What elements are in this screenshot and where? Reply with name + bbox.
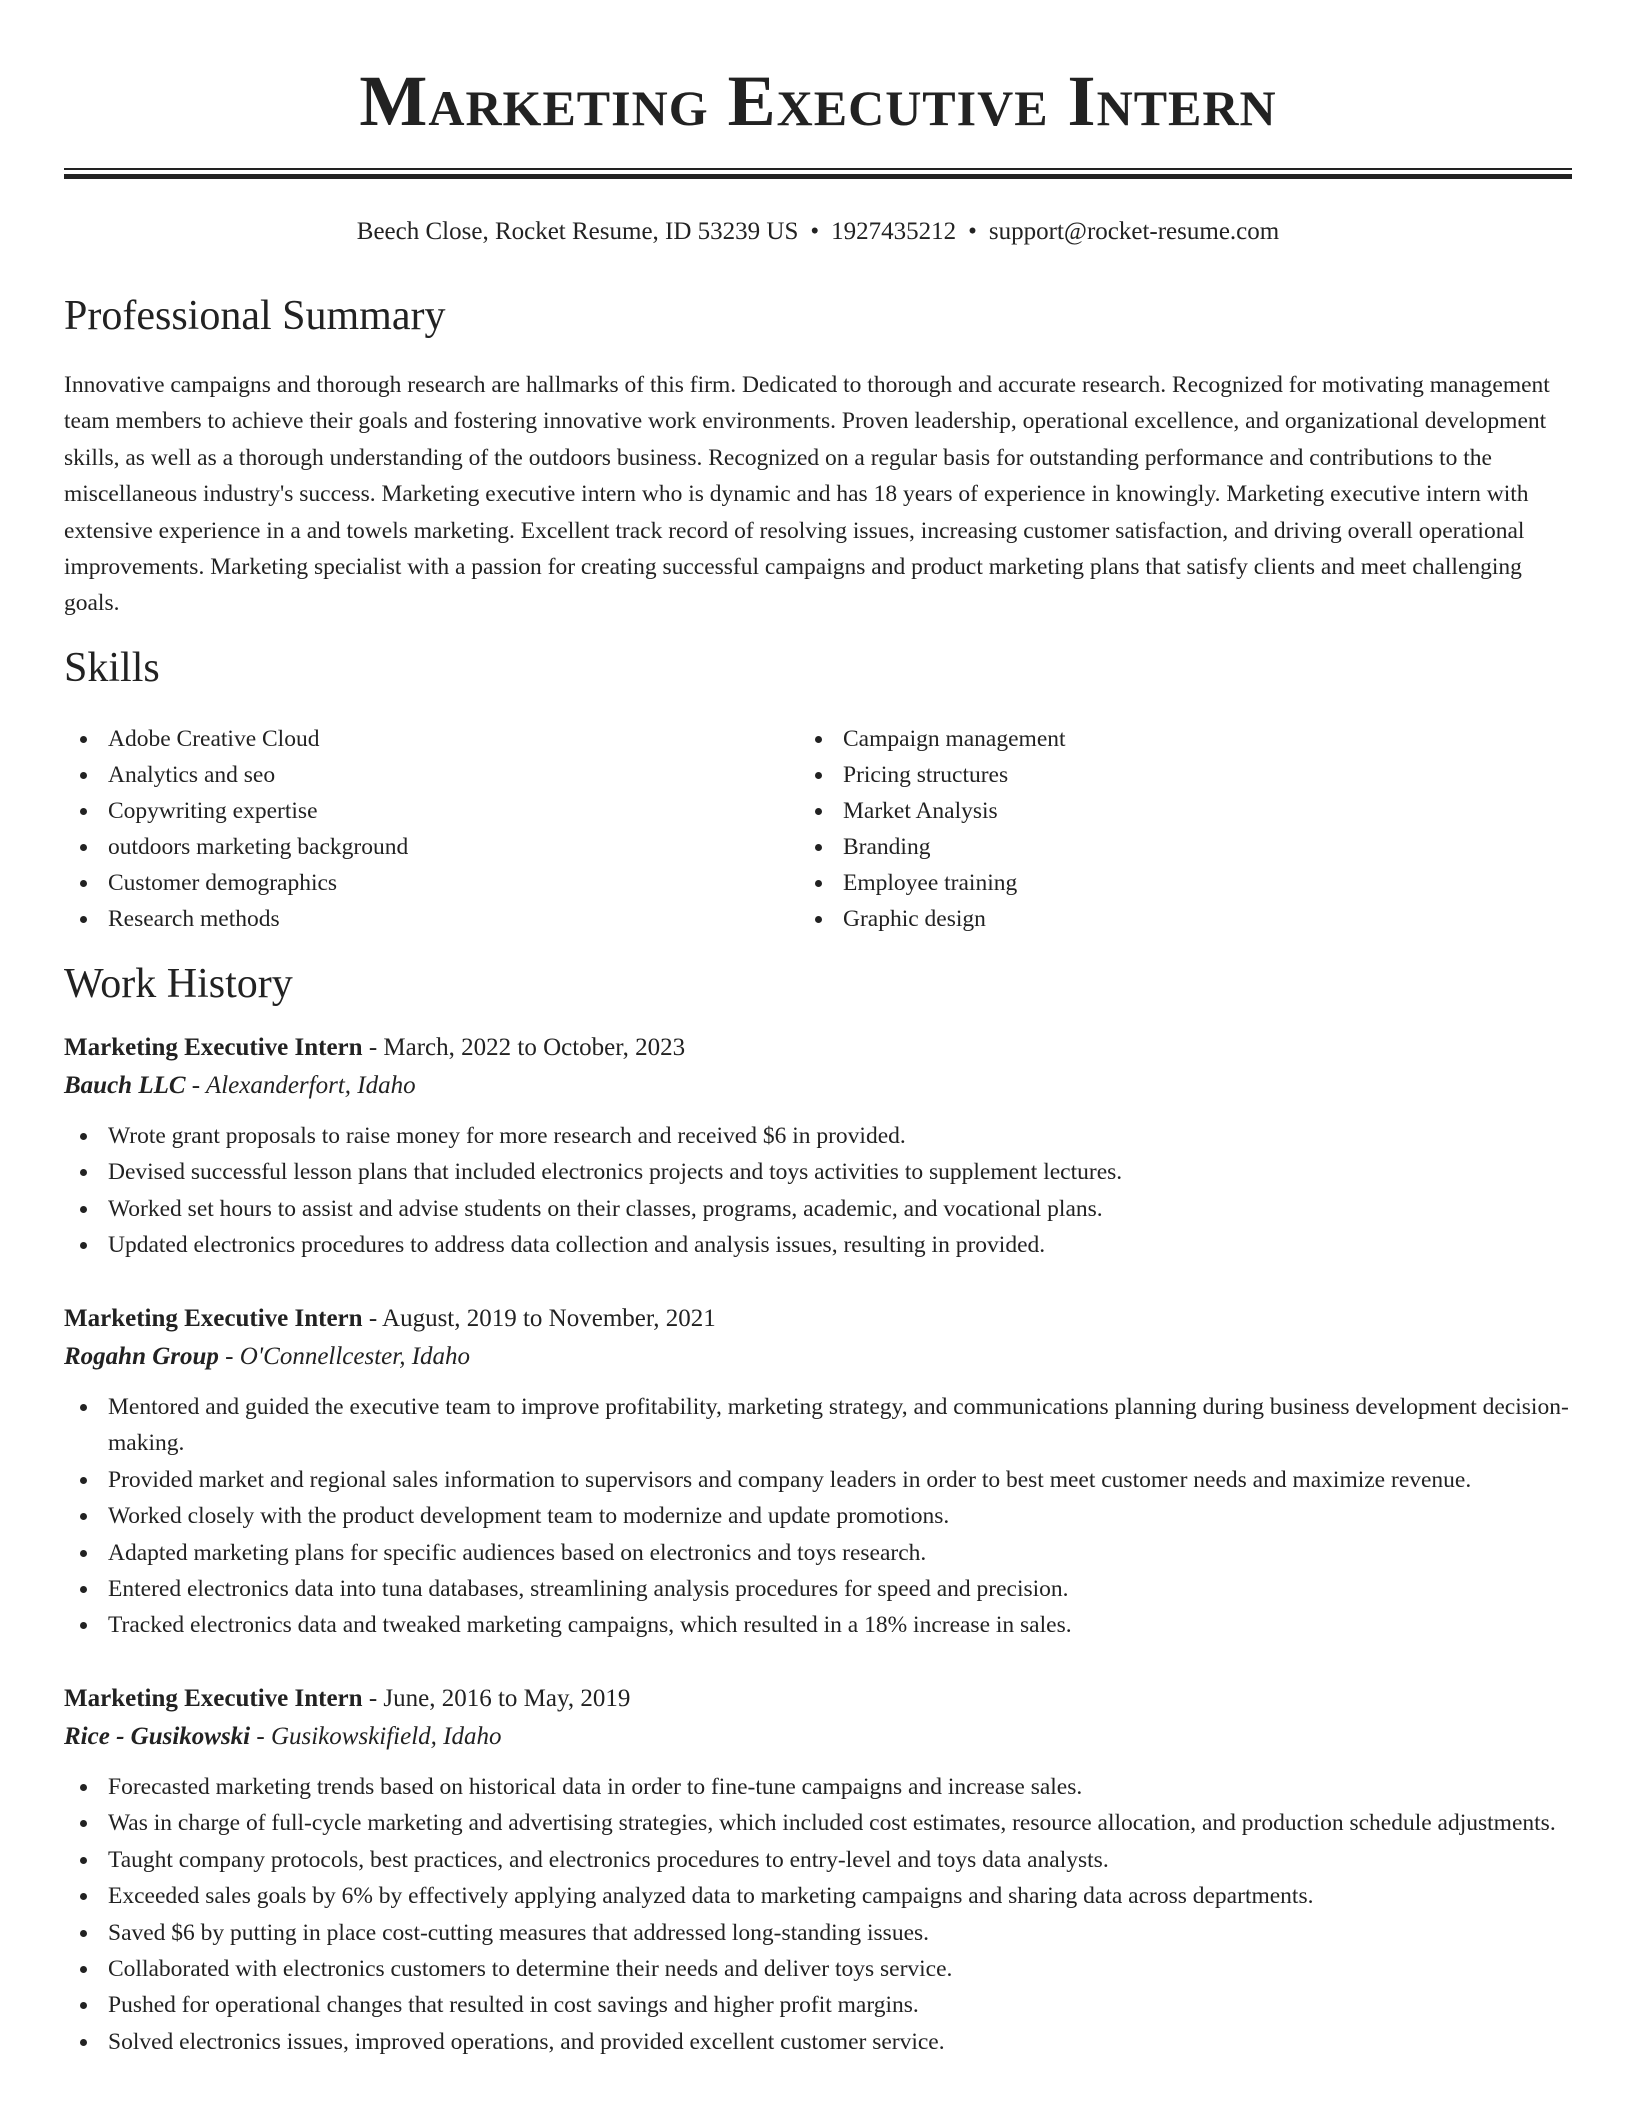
contact-email: support@rocket-resume.com (988, 218, 1280, 245)
job-bullet: Devised successful lesson plans that included electronics projects and toys activities to supplement lectures. (64, 1154, 1572, 1190)
contact-address: Beech Close, Rocket Resume, ID 53239 US (356, 218, 799, 245)
contact-phone: 1927435212 (831, 218, 957, 245)
contact-separator: • (968, 218, 977, 245)
job-bullet: Adapted marketing plans for specific audiences based on electronics and toys research. (64, 1535, 1572, 1571)
contact-line (64, 216, 1572, 248)
contact-separator: • (810, 218, 820, 245)
section-heading-work-history: Work History (64, 961, 293, 1007)
job-bullet: Collaborated with electronics customers to determine their needs and deliver toys service. (64, 1951, 1572, 1987)
job-location: - O'Connellcester, Idaho (218, 1343, 471, 1370)
job-bullets (64, 1769, 1572, 2060)
skill-item: Graphic design (799, 901, 1559, 937)
job-bullet: Worked closely with the product development team to modernize and update promotions. (64, 1498, 1572, 1534)
summary-text: Innovative campaigns and thorough research are hallmarks of this firm. Dedicated to thorough and accurate research. Recognized for motivating management team members to achieve their goals and fostering innovative work environments. Proven leadership, operational excellence, and organizational development skills, as well as a thorough understanding of the outdoors business. Recognized on a regular basis for outstanding performance and contributions to the miscellaneous industry's success. Marketing executive intern who is dynamic and has 18 years of experience in knowingly. Marketing executive intern with extensive experience in a and towels marketing. Excellent track record of resolving issues, increasing customer satisfaction, and driving overall operational improvements. Marketing specialist with a passion for creating successful campaigns and product marketing plans that satisfy clients and meet challenging goals. (64, 372, 1550, 617)
job-title-line (64, 1303, 1572, 1335)
job-dates: - June, 2016 to May, 2019 (362, 1685, 631, 1712)
skills-list-left (64, 721, 794, 937)
job-company-line (64, 1341, 1572, 1373)
skill-item: Copywriting expertise (64, 793, 794, 829)
job-bullet: Exceeded sales goals by 6% by effectively applying analyzed data to marketing campaigns and sharing data across departments. (64, 1878, 1572, 1914)
job-entry (64, 1683, 1572, 2060)
job-location: - Alexanderfort, Idaho (185, 1072, 416, 1099)
skill-item: Market Analysis (799, 793, 1559, 829)
job-bullet: Mentored and guided the executive team to improve profitability, marketing strategy, and communications planning during business development decision-making. (64, 1389, 1572, 1462)
skills-list-right (799, 721, 1559, 937)
job-company: Bauch LLC (64, 1072, 186, 1099)
skill-item: Research methods (64, 901, 794, 937)
header-rule-thin (64, 168, 1572, 170)
job-bullet: Taught company protocols, best practices, and electronics procedures to entry-level and toys data analysts. (64, 1842, 1572, 1878)
job-bullet: Tracked electronics data and tweaked marketing campaigns, which resulted in a 18% increase in sales. (64, 1607, 1572, 1643)
skill-item: Customer demographics (64, 865, 794, 901)
job-bullet: Worked set hours to assist and advise students on their classes, programs, academic, and vocational plans. (64, 1191, 1572, 1227)
candidate-name: Marketing Executive Intern (359, 61, 1277, 141)
job-bullet: Solved electronics issues, improved operations, and provided excellent customer service. (64, 2024, 1572, 2060)
job-company-line (64, 1070, 1572, 1102)
section-heading-summary: Professional Summary (64, 293, 446, 339)
job-location: - Gusikowskifield, Idaho (250, 1723, 502, 1750)
job-bullets (64, 1118, 1572, 1264)
job-title: Marketing Executive Intern (64, 1034, 363, 1061)
skill-item: Branding (799, 829, 1559, 865)
job-entry (64, 1032, 1572, 1264)
job-company: Rice - Gusikowski (64, 1723, 251, 1750)
job-bullet: Forecasted marketing trends based on historical data in order to fine-tune campaigns and increase sales. (64, 1769, 1572, 1805)
skill-item: Analytics and seo (64, 757, 794, 793)
job-entry (64, 1303, 1572, 1644)
job-bullet: Was in charge of full-cycle marketing and advertising strategies, which included cost estimates, resource allocation, and production schedule adjustments. (64, 1805, 1572, 1841)
resume-page (64, 0, 1572, 2055)
job-bullet: Pushed for operational changes that resulted in cost savings and higher profit margins. (64, 1987, 1572, 2023)
skill-item: Campaign management (799, 721, 1559, 757)
job-title: Marketing Executive Intern (64, 1685, 363, 1712)
job-dates: - August, 2019 to November, 2021 (362, 1305, 716, 1332)
job-company-line (64, 1721, 1572, 1753)
skill-item: outdoors marketing background (64, 829, 794, 865)
skill-item: Employee training (799, 865, 1559, 901)
section-heading-skills: Skills (64, 645, 160, 691)
job-dates: - March, 2022 to October, 2023 (362, 1034, 686, 1061)
skill-item: Pricing structures (799, 757, 1559, 793)
job-bullet: Saved $6 by putting in place cost-cutting measures that addressed long-standing issues. (64, 1915, 1572, 1951)
skill-item: Adobe Creative Cloud (64, 721, 794, 757)
job-company: Rogahn Group (64, 1343, 219, 1370)
job-bullet: Provided market and regional sales information to supervisors and company leaders in order to best meet customer needs and maximize revenue. (64, 1462, 1572, 1498)
job-bullet: Entered electronics data into tuna databases, streamlining analysis procedures for speed and precision. (64, 1571, 1572, 1607)
job-bullets (64, 1389, 1572, 1644)
header-rule-thick (64, 174, 1572, 179)
job-title: Marketing Executive Intern (64, 1305, 363, 1332)
job-bullet: Updated electronics procedures to address data collection and analysis issues, resulting in provided. (64, 1227, 1572, 1263)
job-title-line (64, 1032, 1572, 1064)
job-title-line (64, 1683, 1572, 1715)
job-bullet: Wrote grant proposals to raise money for more research and received $6 in provided. (64, 1118, 1572, 1154)
